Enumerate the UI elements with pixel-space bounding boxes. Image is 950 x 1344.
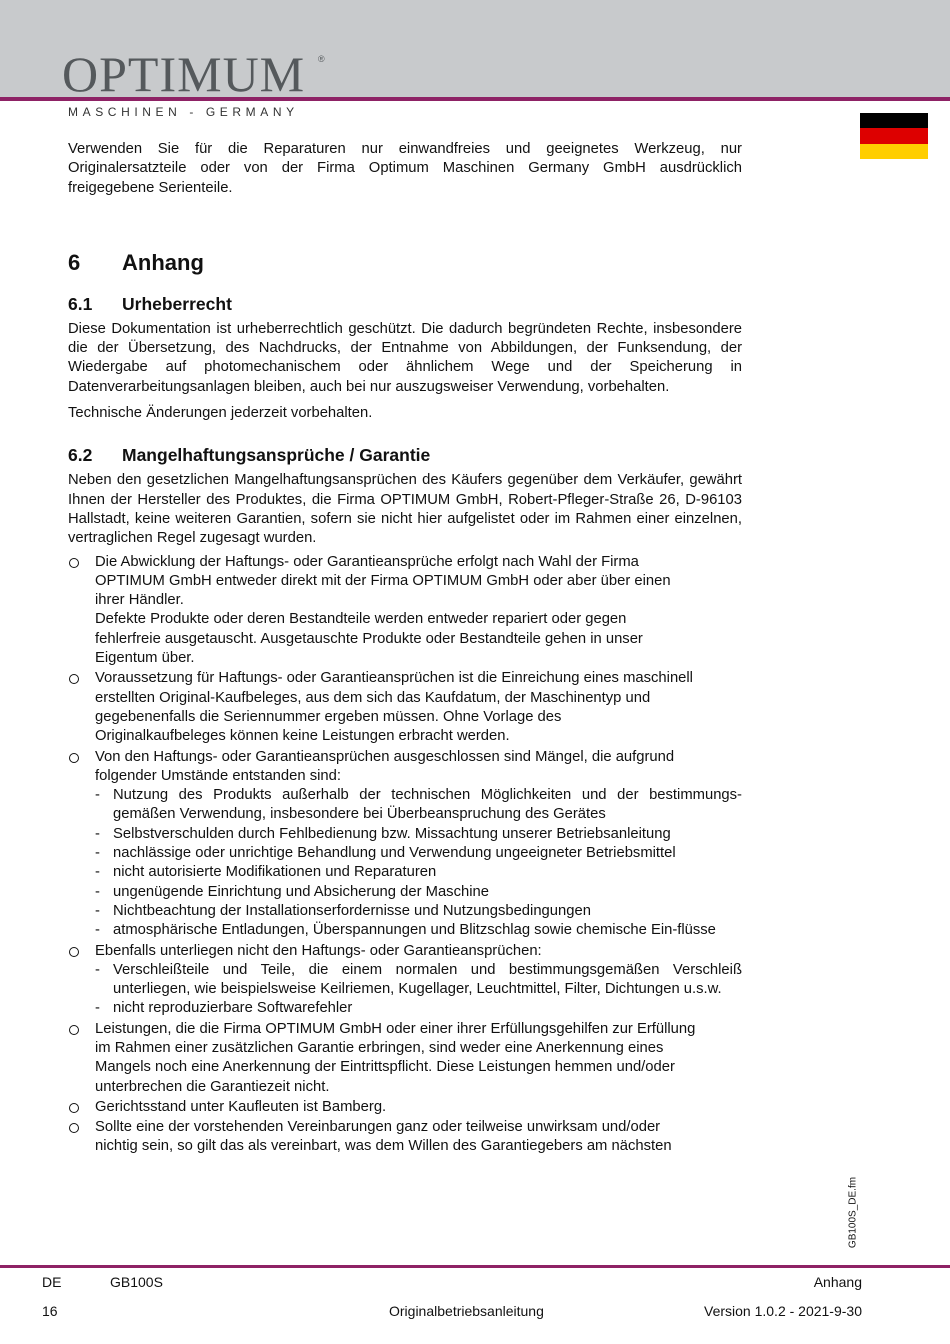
- changes-paragraph: Technische Änderungen jederzeit vorbehalten.: [68, 405, 373, 422]
- list-item: [95, 921, 742, 940]
- list-item: [68, 669, 742, 746]
- list-item: [95, 902, 742, 921]
- list-item: [68, 1118, 742, 1157]
- text-line: Leistungen, die die Firma OPTIMUM GmbH oder einer ihrer Erfüllungsgehilfen zur Erfüllung: [95, 1020, 696, 1037]
- registered-mark: ®: [318, 54, 325, 64]
- subsection-title: Urheberrecht: [122, 293, 232, 314]
- list-item-text: Verschleißteile und Teile, die einem normalen und bestimmungsgemäßen Verschleiß unterliegen, wie beispielsweise Keilriemen, Kugellager, Leuchtmittel, Filter, Dichtungen u.s.w.: [113, 961, 742, 998]
- list-item: [95, 961, 742, 1000]
- footer-version: Version 1.0.2 - 2021-9-30: [704, 1303, 862, 1319]
- section-heading: [68, 248, 742, 278]
- bullet-circle-icon: [69, 1025, 79, 1035]
- dash-marker: -: [95, 922, 100, 939]
- dash-marker: -: [95, 961, 100, 978]
- list-item: [95, 863, 742, 882]
- dash-marker: -: [95, 1000, 100, 1017]
- list-item-text: ungenügende Einrichtung und Absicherung der Maschine: [113, 883, 489, 900]
- list-item: [68, 553, 742, 669]
- list-item: [95, 999, 742, 1018]
- bullet-circle-icon: [69, 1103, 79, 1113]
- text-line: Defekte Produkte oder deren Bestandteile werden entweder repariert oder gegen: [95, 611, 627, 628]
- text-line: ihrer Händler.: [95, 592, 184, 609]
- text-line: fehlerfreie ausgetauscht. Ausgetauschte Produkte oder Bestandteile gehen in unser: [95, 630, 643, 647]
- text-line: nichtig sein, so gilt das als vereinbart, was dem Willen des Garantiegebers am nächsten: [95, 1138, 672, 1155]
- file-code: [846, 1174, 860, 1254]
- bullet-circle-icon: [69, 674, 79, 684]
- list-item-text: nicht autorisierte Modifikationen und Reparaturen: [113, 864, 437, 881]
- bullet-circle-icon: [69, 558, 79, 568]
- subsection-number: 6.2: [68, 445, 93, 466]
- list-item-text: Nutzung des Produkts außerhalb der technischen Möglichkeiten und der bestimmungs-gemäßen Verwendung, insbesondere bei Überbeanspruchung des Gerätes: [113, 787, 742, 823]
- bullet-circle-icon: [69, 947, 79, 957]
- section-title: Anhang: [122, 249, 204, 275]
- list-item: [68, 942, 742, 1019]
- warranty-list: [68, 553, 742, 1157]
- bullet-circle-icon: [69, 1123, 79, 1133]
- dash-marker: -: [95, 825, 100, 842]
- list-item: [68, 1098, 742, 1117]
- intro-paragraph: Verwenden Sie für die Reparaturen nur einwandfreies und geeignetes Werkzeug, nur Originalersatzteile oder von der Firma Optimum Maschinen Germany GmbH ausdrücklich freigegebene Serienteile.: [68, 141, 742, 196]
- text-line: gegebenenfalls die Seriennummer ergeben müssen. Ohne Vorlage des: [95, 708, 562, 725]
- brand-subtitle: MASCHINEN - GERMANY: [68, 105, 299, 119]
- list-item: [68, 1020, 742, 1097]
- footer-language: DE: [42, 1274, 62, 1290]
- footer-model: GB100S: [110, 1274, 163, 1290]
- subsection-heading-warranty: [68, 443, 742, 467]
- text-line: Gerichtsstand unter Kaufleuten ist Bamberg.: [95, 1098, 387, 1115]
- list-item-text: nicht reproduzierbare Softwarefehler: [113, 1000, 353, 1017]
- subsection-heading-copyright: [68, 292, 742, 316]
- flag-stripe-red: [860, 128, 928, 143]
- page-content: [68, 140, 742, 1158]
- flag-stripe-gold: [860, 144, 928, 159]
- footer-divider: [0, 1265, 950, 1268]
- brand-logo: OPTIMUM: [62, 46, 306, 102]
- text-line: OPTIMUM GmbH entweder direkt mit der Firma OPTIMUM GmbH oder aber über einen: [95, 572, 671, 589]
- flag-stripe-black: [860, 113, 928, 128]
- text-line: Die Abwicklung der Haftungs- oder Garantieansprüche erfolgt nach Wahl der Firma: [95, 553, 639, 570]
- warranty-paragraph: Neben den gesetzlichen Mangelhaftungsansprüchen des Käufers gegenüber dem Verkäufer, gewährt Ihnen der Hersteller des Produktes, die Firma OPTIMUM GmbH, Robert-Pfleger-Straße 26, D-96103 Hallstadt, keine weiteren Garantien, sofern sie nicht hier aufgelistet oder im Rahmen einer einzelnen, vertraglichen Regel zugesagt wurden.: [68, 472, 742, 547]
- list-item-text: Nichtbeachtung der Installationserfordernisse und Nutzungsbedingungen: [113, 902, 591, 919]
- list-item-text: nachlässige oder unrichtige Behandlung und Verwendung ungeeigneter Betriebsmittel: [113, 845, 676, 862]
- list-item-text: atmosphärische Entladungen, Überspannungen und Blitzschlag sowie chemische Ein-flüsse: [113, 922, 716, 939]
- text-line: Von den Haftungs- oder Garantieansprüchen ausgeschlossen sind Mängel, die aufgrund: [95, 748, 675, 765]
- text-line: Mangels noch eine Anerkennung der Eintrittspflicht. Diese Leistungen hemmen und/oder: [95, 1059, 675, 1076]
- text-line: Voraussetzung für Haftungs- oder Garantieansprüchen ist die Einreichung eines maschinell: [95, 670, 693, 687]
- footer-page-number: 16: [42, 1303, 58, 1319]
- text-line: im Rahmen einer zusätzlichen Garantie erbringen, sind weder eine Anerkennung eines: [95, 1039, 664, 1056]
- german-flag-icon: [860, 113, 928, 159]
- dash-marker: -: [95, 883, 100, 900]
- text-line: Eigentum über.: [95, 650, 195, 667]
- list-item: [95, 825, 742, 844]
- subsection-number: 6.1: [68, 293, 93, 314]
- dash-marker: -: [95, 845, 100, 862]
- dash-marker: -: [95, 787, 100, 804]
- footer-chapter: Anhang: [813, 1274, 862, 1290]
- list-item-text: Selbstverschulden durch Fehlbedienung bzw. Missachtung unserer Betriebsanleitung: [113, 825, 671, 842]
- text-line: Ebenfalls unterliegen nicht den Haftungs- oder Garantieansprüchen:: [95, 942, 542, 959]
- dash-marker: -: [95, 902, 100, 919]
- subsection-title: Mangelhaftungsansprüche / Garantie: [122, 445, 431, 466]
- text-line: folgender Umstände entstanden sind:: [95, 767, 341, 784]
- section-number: 6: [68, 249, 81, 275]
- file-code-text: GB100S_DE.fm: [847, 1176, 859, 1249]
- text-line: erstellten Original-Kaufbeleges, aus dem sich das Kaufdatum, der Maschinentyp und: [95, 689, 651, 706]
- list-item: [68, 748, 742, 941]
- dash-marker: -: [95, 864, 100, 881]
- exclusions-list: [95, 786, 742, 940]
- text-line: Sollte eine der vorstehenden Vereinbarungen ganz oder teilweise unwirksam und/oder: [95, 1119, 661, 1136]
- list-item: [95, 786, 742, 825]
- bullet-circle-icon: [69, 753, 79, 763]
- text-line: Originalkaufbeleges können keine Leistungen erbracht werden.: [95, 728, 510, 745]
- list-item: [95, 883, 742, 902]
- list-item: [95, 844, 742, 863]
- text-line: unterbrechen die Garantiezeit nicht.: [95, 1078, 330, 1095]
- wear-parts-list: [95, 961, 742, 1019]
- copyright-paragraph: Diese Dokumentation ist urheberrechtlich geschützt. Die dadurch begründeten Rechte, insbesondere die der Übersetzung, des Nachdrucks, der Entnahme von Abbildungen, der Funksendung, der Wiedergabe auf photomechanischem oder ähnlichem Wege und der Speicherung in Datenverarbeitungsanlagen bleiben, auch bei nur auszugsweiser Verwendung, vorbehalten.: [68, 320, 742, 395]
- footer-document-type: Originalbetriebsanleitung: [389, 1303, 544, 1319]
